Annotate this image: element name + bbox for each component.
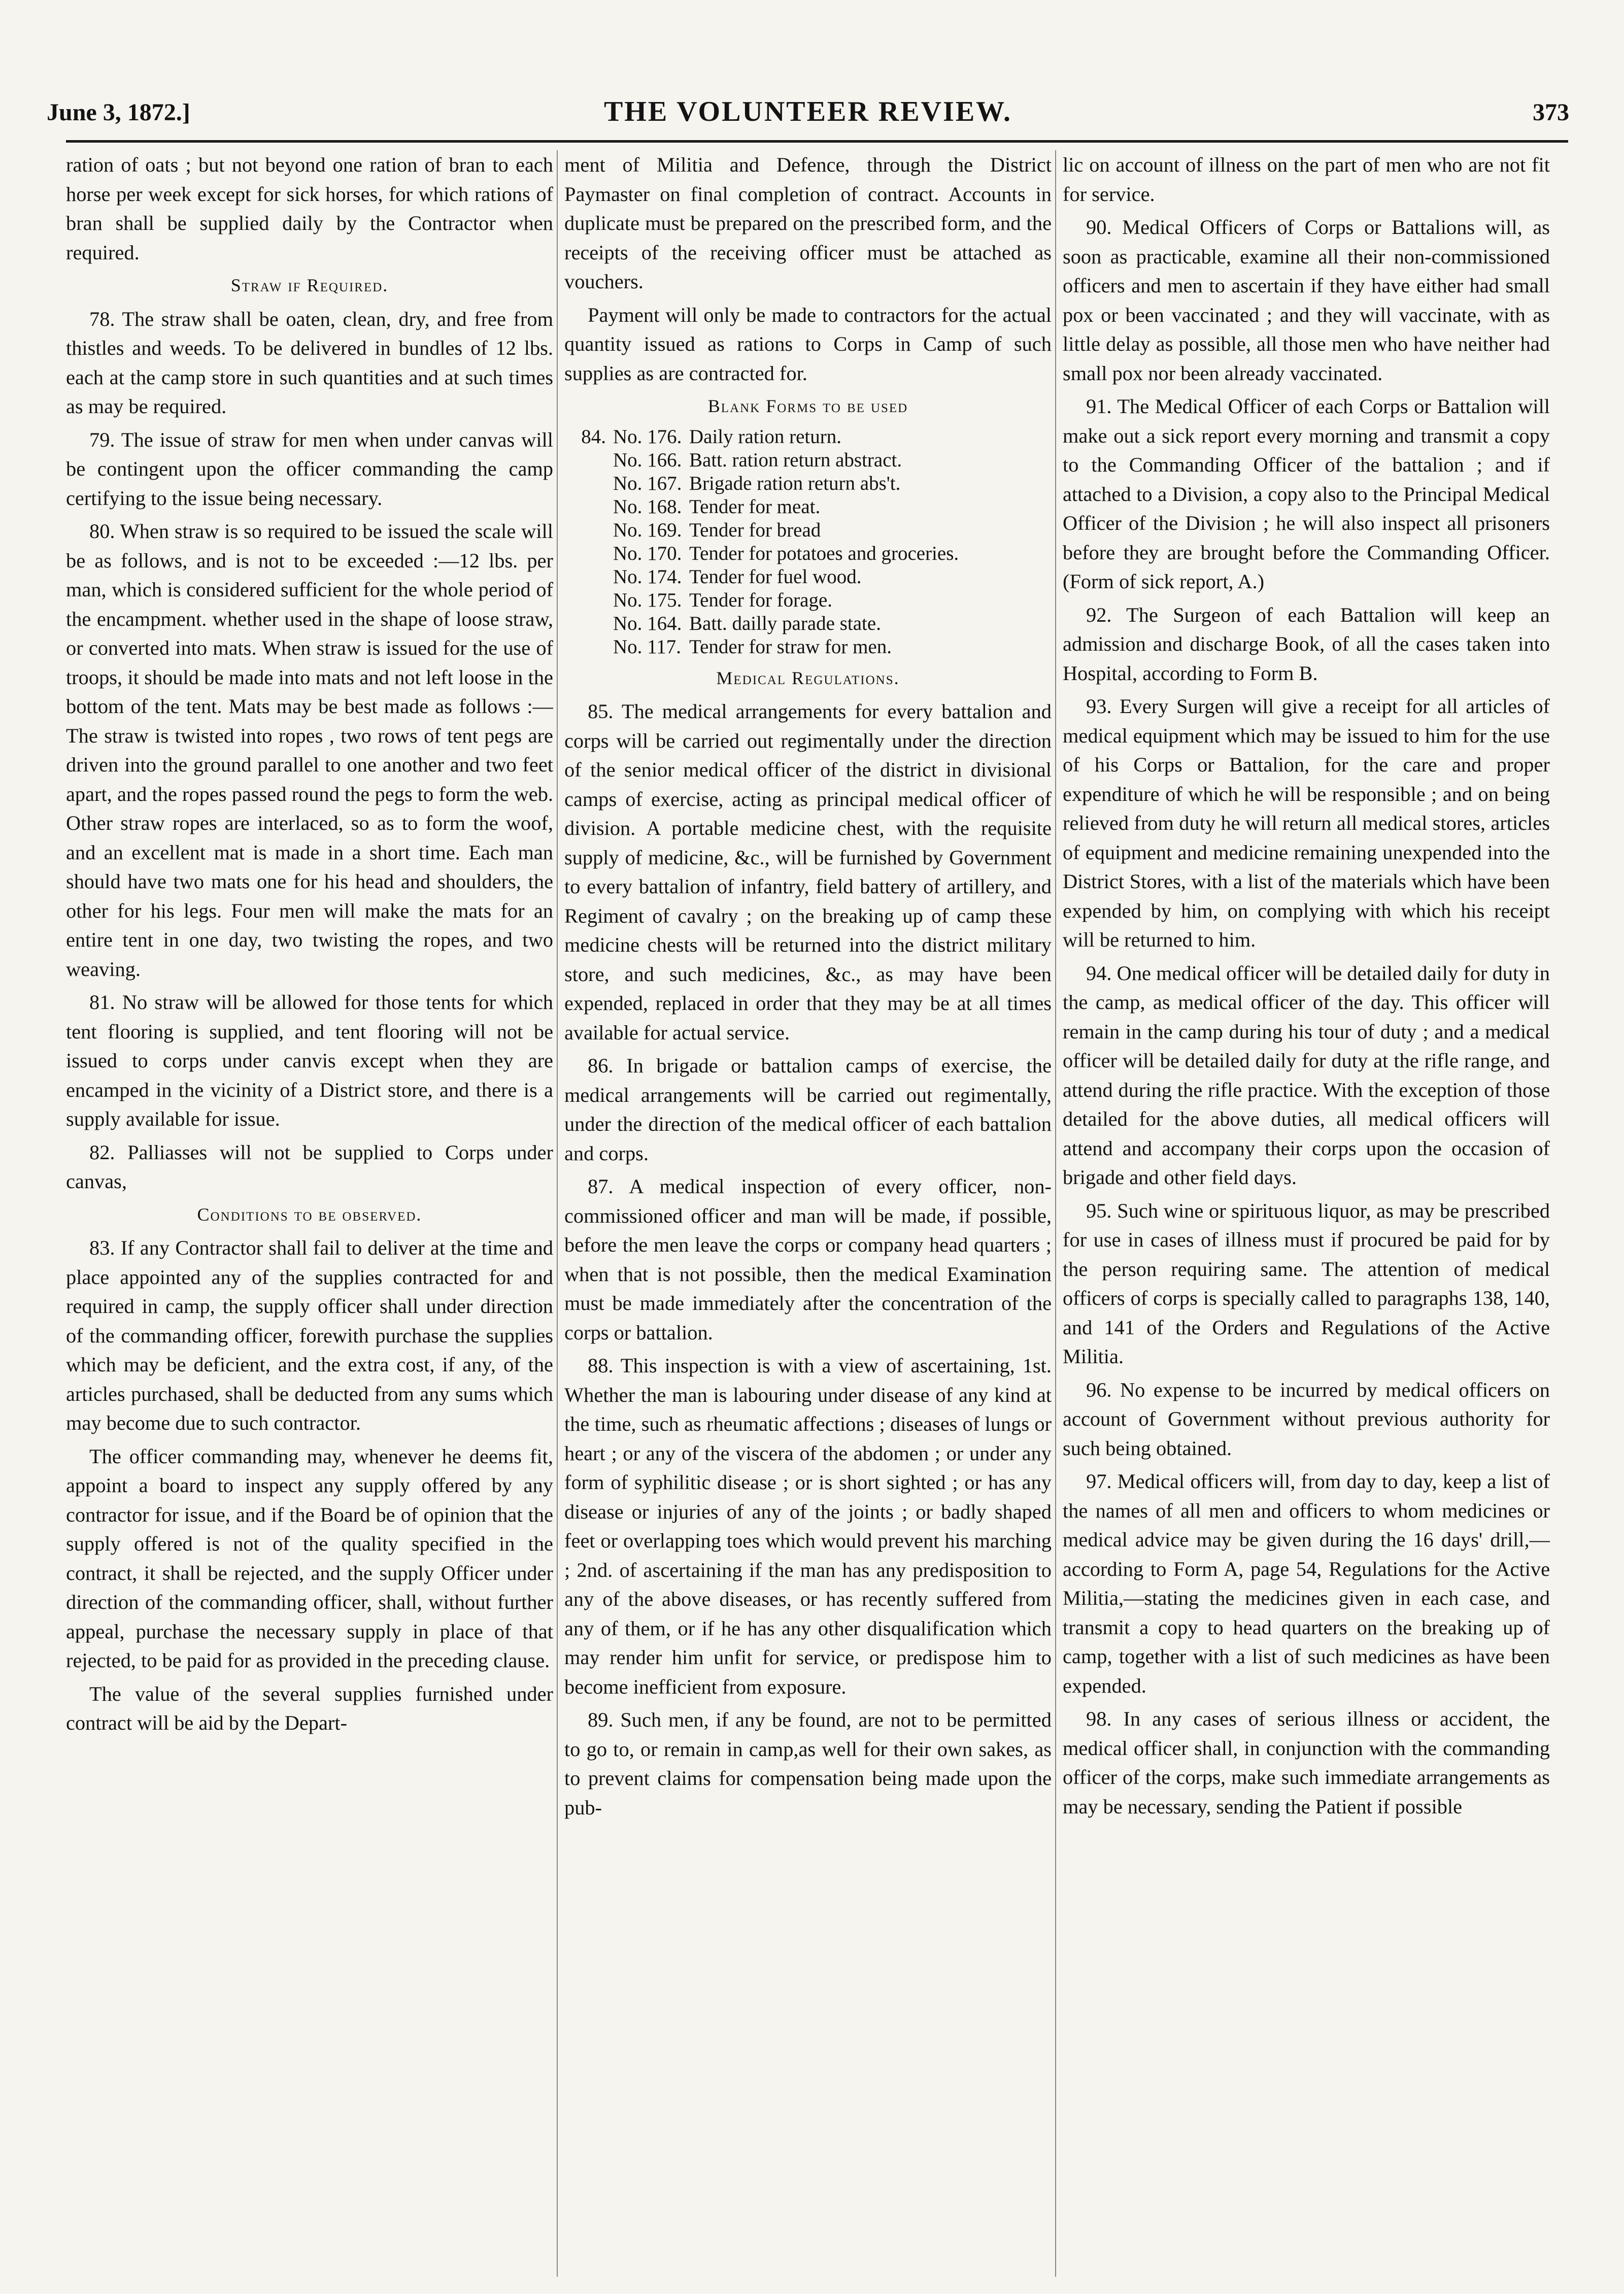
paragraph-number	[564, 565, 613, 589]
list-item	[564, 612, 1052, 635]
paragraph: 95. Such wine or spirituous liquor, as may be prescribed for use in cases of illness must if procured be paid for by the person requiring same. The attention of medical officers of corps is specially called to paragraphs 138, 140, and 141 of the Orders and Regulations of the Active Militia.	[1063, 1199, 1550, 1368]
paragraph-number	[564, 519, 613, 542]
paragraph: 85. The medical arrangements for every battalion and corps will be carried out regimentally under the direction of the senior medical officer of the district in divisional camps of exercise, acting as principal medical officer of division. A portable medicine chest, with the requisite supply of medicine, &c., will be furnished by Government to every battalion of infantry, field battery of artillery, and Regiment of cavalry ; on the breaking up of camp these medicine chests will be returned into the district military store, and such medicines, &c., as may have been expended, replaced in order that they may be at all times available for actual service.	[564, 700, 1052, 1044]
form-number: No. 174.	[613, 565, 682, 588]
form-description: Tender for forage.	[689, 589, 833, 611]
paragraph: 91. The Medical Officer of each Corps or Battalion will make out a sick report every morning and transmit a copy to the Commanding Officer of the battalion ; and if attached to a Division, a copy also to the Principal Medical Officer of the Division ; he will also inspect all prisoners before they are brought before the Commanding Officer. (Form of sick report, A.)	[1063, 395, 1550, 593]
form-number: No. 117.	[613, 635, 681, 658]
list-item	[564, 425, 1052, 449]
column-divider	[1055, 150, 1056, 2277]
paragraph: The officer commanding may, whenever he deems fit, appoint a board to inspect any supply offered by any contractor for issue, and if the Board be of opinion that the supply offered is not of the quality specified in the contract, it shall be rejected, and the supply Officer under direction of the commanding officer, shall, without further appeal, purchase the necessary supply in place of that rejected, to be paid for as provided in the preceding clause.	[66, 1444, 553, 1672]
paragraph: 83. If any Contractor shall fail to deliver at the time and place appointed any of the supplies contracted for and required in camp, the supply officer shall under direction of the commanding officer, forewith purchase the supplies which may be deficient, and the extra cost, if any, of the articles purchased, shall be deducted from any sums which may become due to such contractor.	[66, 1236, 553, 1434]
paragraph: 88. This inspection is with a view of ascertaining, 1st. Whether the man is labouring under disease of any kind at the time, such as rheumatic affections ; diseases of lungs or heart ; or any of the viscera of the abdomen ; or under any form of syphilitic disease ; or is short sighted ; or has any disease or injuries of any of the joints ; or badly shaped feet or overlapping toes which would prevent his marching ; 2nd. of ascertaining if the man has any predisposition to any of the above diseases, or has recently suffered from any of them, or if he has any other disqualification which may render him unfit for service, or predispose him to become inefficient from exposure.	[564, 1354, 1052, 1698]
list-item	[564, 542, 1052, 565]
text-column-3	[1063, 150, 1550, 2277]
form-number: No. 164.	[613, 612, 682, 634]
paragraph: 87. A medical inspection of every officer, non-commissioned officer and man will be made, if possible, before the men leave the corps or company head quarters ; when that is not possible, then the medical Examination must be made immediately after the concentration of the corps or battalion.	[564, 1175, 1052, 1344]
paragraph: 97. Medical officers will, from day to day, keep a list of the names of all men and officers to whom medicines or medical advice may be given during the 16 days' drill,—according to Form A, page 54, Regulations for the Active Militia,—stating the medicines given in each case, and transmit a copy to head quarters on the breaking up of camp, together with a list of such medicines as have been expended.	[1063, 1470, 1550, 1697]
paragraph: 94. One medical officer will be detailed daily for duty in the camp, as medical officer of the day. This officer will remain in the camp during his tour of duty ; and a medical officer will be detailed daily for duty at the rifle range, and attend during the rifle practice. With the exception of those detailed for the above duties, all medical officers will attend and accompany their corps upon the occasion of brigade and other field days.	[1063, 961, 1550, 1189]
section-heading: Medical Regulations.	[716, 667, 900, 688]
paragraph-number	[564, 589, 613, 612]
list-item	[564, 635, 1052, 659]
form-description: Batt. dailly parade state.	[689, 612, 881, 634]
column-divider	[557, 150, 558, 2277]
paragraph: lic on account of illness on the part of men who are not fit for service.	[1063, 153, 1550, 206]
page-number: 373	[1533, 99, 1569, 126]
paragraph-number	[564, 472, 613, 495]
paragraph: 80. When straw is so required to be issued the scale will be as follows, and is not to be exceeded :—12 lbs. per man, which is considered sufficient for the whole period of the encampment. whether used in the shape of loose straw, or converted into mats. When straw is issued for the use of troops, it should be made into mats and not left loose in the bottom of the tent. Mats may be best made as follows :—The straw is twisted into ropes , two rows of tent pegs are driven into the ground parallel to one another and two feet apart, and the ropes passed round the pegs to form the web. Other straw ropes are interlaced, so as to form the woof, and an excellent mat is made in a short time. Each man should have two mats one for his head and shoulders, the other for his legs. Four men will make the mats for an entire tent in one day, two twisting the ropes, and two weaving.	[66, 520, 553, 981]
paragraph: 96. No expense to be incurred by medical officers on account of Government without previous authority for such being obtained.	[1063, 1378, 1550, 1460]
form-description: Tender for bread	[689, 519, 821, 541]
list-item	[564, 449, 1052, 472]
form-number: No. 168.	[613, 495, 682, 518]
paragraph: Payment will only be made to contractors for the actual quantity issued as rations to Corps in Camp of such supplies as are contracted for.	[564, 303, 1052, 385]
issue-date: June 3, 1872.]	[47, 99, 190, 126]
form-number: No. 166.	[613, 449, 682, 471]
paragraph: ment of Militia and Defence, through the District Paymaster on final completion of contract. Accounts in duplicate must be prepared on the prescribed form, and the receipts of the receiving officer must be attached as vouchers.	[564, 153, 1052, 293]
paragraph-number	[564, 635, 613, 659]
paragraph: 86. In brigade or battalion camps of exercise, the medical arrangements will be carried out regimentally, under the direction of the medical officer of each battalion and corps.	[564, 1054, 1052, 1165]
form-description: Tender for fuel wood.	[689, 565, 862, 588]
paragraph: 93. Every Surgen will give a receipt for all articles of medical equipment which may be issued to him for the use of his Corps or Battalion, for the care and proper expenditure of which he will be responsible ; and on being relieved from duty he will return all medical stores, articles of equipment and medicine remaining unexpended into the District Stores, with a list of the materials which have been expended by him, on complying with which his receipt will be returned to him.	[1063, 695, 1550, 951]
paragraph: 82. Palliasses will not be supplied to Corps under canvas,	[66, 1140, 553, 1193]
list-item	[564, 472, 1052, 495]
form-number: No. 175.	[613, 589, 682, 611]
list-item	[564, 519, 1052, 542]
list-item	[564, 589, 1052, 612]
form-description: Tender for straw for men.	[689, 635, 892, 658]
paragraph: 78. The straw shall be oaten, clean, dry, and free from thistles and weeds. To be delivered in bundles of 12 lbs. each at the camp store in such quantities and at such times as may be required.	[66, 307, 553, 418]
form-number: No. 167.	[613, 472, 682, 494]
section-heading: Blank Forms to be used	[707, 396, 908, 416]
section-heading: Straw if Required.	[230, 275, 389, 295]
form-description: Daily ration return.	[689, 425, 841, 448]
paragraph: 79. The issue of straw for men when under canvas will be contingent upon the officer commanding the camp certifying to the issue being necessary.	[66, 428, 553, 510]
form-description: Tender for potatoes and groceries.	[689, 542, 959, 564]
paragraph: The value of the several supplies furnished under contract will be aid by the Depart-	[66, 1682, 553, 1734]
form-description: Batt. ration return abstract.	[689, 449, 902, 471]
paragraph-number	[564, 542, 613, 565]
form-description: Tender for meat.	[689, 495, 821, 518]
paragraph: 92. The Surgeon of each Battalion will keep an admission and discharge Book, of all the cases taken into Hospital, according to Form B.	[1063, 603, 1550, 685]
header-rule	[66, 140, 1568, 143]
form-description: Brigade ration return abs't.	[689, 472, 901, 494]
paragraph: 90. Medical Officers of Corps or Battalions will, as soon as practicable, examine all their non-commissioned officers and men to ascertain if they have either had small pox or been vaccinated ; and they will vaccinate, with as little delay as possible, all those men who have neither had small pox nor been already vaccinated.	[1063, 216, 1550, 385]
paragraph-number	[564, 612, 613, 635]
list-item	[564, 495, 1052, 519]
blank-forms-list	[564, 425, 1052, 659]
list-item	[564, 565, 1052, 589]
form-number: No. 170.	[613, 542, 682, 564]
page-header	[47, 95, 1569, 131]
paragraph: 89. Such men, if any be found, are not to be permitted to go to, or remain in camp,as well for their own sakes, as to prevent claims for compensation being made upon the pub-	[564, 1708, 1052, 1819]
paragraph-number	[564, 449, 613, 472]
publication-title: THE VOLUNTEER REVIEW.	[603, 96, 1012, 127]
paragraph: 81. No straw will be allowed for those tents for which tent flooring is supplied, and tent flooring will not be issued to corps under canvis except when they are encamped in the vicinity of a District store, and there is a supply available for issue.	[66, 991, 553, 1130]
paragraph-number: 84.	[581, 425, 606, 448]
text-column-2	[564, 150, 1052, 2277]
section-heading: Conditions to be observed.	[197, 1204, 422, 1225]
paragraph-number	[564, 495, 613, 519]
paragraph: 98. In any cases of serious illness or accident, the medical officer shall, in conjunction with the commanding officer of the corps, make such immediate arrangements as may be necessary, sending the Patient if possible	[1063, 1707, 1550, 1818]
form-number: No. 176.	[613, 425, 682, 448]
form-number: No. 169.	[613, 519, 682, 541]
paragraph: ration of oats ; but not beyond one ration of bran to each horse per week except for sick horses, for which rations of bran shall be supplied daily by the Contractor when required.	[66, 153, 553, 264]
text-column-1	[66, 150, 553, 2277]
